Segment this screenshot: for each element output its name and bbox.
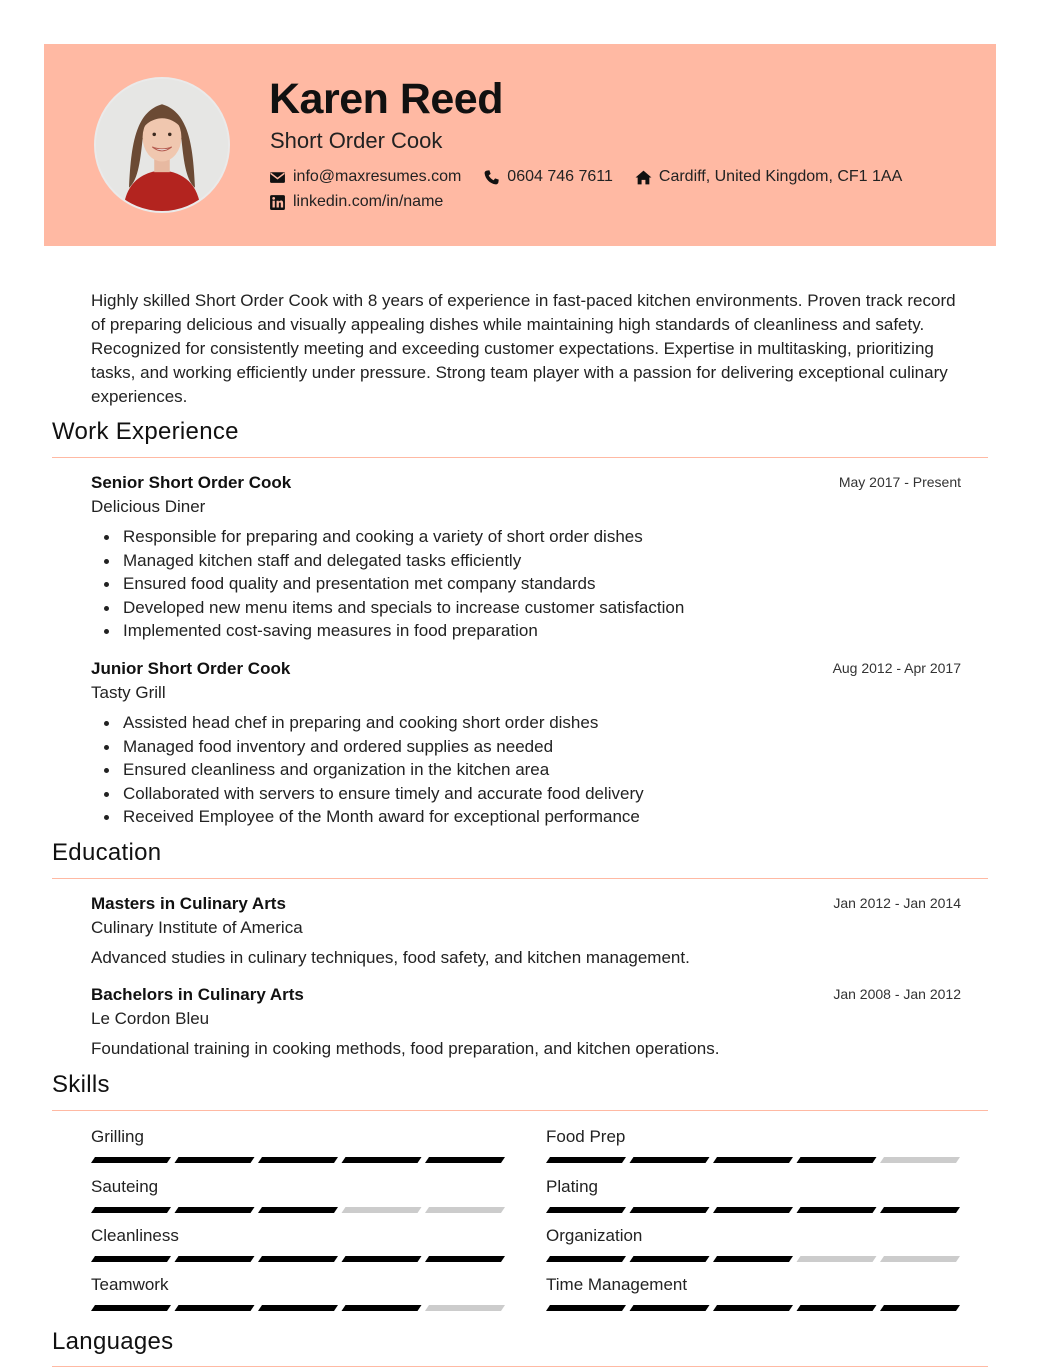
skill-segment-empty xyxy=(425,1305,505,1311)
contact-email[interactable] xyxy=(269,167,461,187)
profile-summary: Highly skilled Short Order Cook with 8 years of experience in fast-paced kitchen environments. Proven track record of preparing delicious and visually appealing dishes while maintaining high standards of cleanliness and safety. Recognized for consistently meeting and exceeding customer expectations. Expertise in multitasking, prioritizing tasks, and working efficiently under pressure. Strong team player with a passion for delivering exceptional culinary experiences. xyxy=(91,291,956,406)
skill-segment-filled xyxy=(630,1305,710,1311)
skill-segment-filled xyxy=(713,1305,793,1311)
skill-segment-filled xyxy=(258,1157,338,1163)
bullet-item: Managed kitchen staff and delegated tasks efficiently xyxy=(91,549,961,573)
skill-segment-filled xyxy=(91,1256,171,1262)
skill-segment-filled xyxy=(175,1157,255,1163)
skill-segment-filled xyxy=(880,1207,960,1213)
skill-segment-filled xyxy=(258,1305,338,1311)
phone-text[interactable]: 0604 746 7611 xyxy=(507,168,613,185)
contact-phone[interactable] xyxy=(483,167,613,187)
skill-segment-filled xyxy=(546,1207,626,1213)
skill-segment-filled xyxy=(175,1207,255,1213)
candidate-name: Karen Reed xyxy=(269,75,503,123)
skill-segment-filled xyxy=(425,1256,505,1262)
job-title: Senior Short Order Cook xyxy=(91,473,292,492)
work-entry xyxy=(91,472,961,643)
skill-segment-filled xyxy=(630,1157,710,1163)
section-title-education: Education xyxy=(52,839,162,866)
school-name: Culinary Institute of America xyxy=(91,918,303,937)
skill-name: Cleanliness xyxy=(91,1226,179,1245)
skill-segment-filled xyxy=(175,1256,255,1262)
skill-rating-bar xyxy=(546,1305,960,1311)
skill-rating-bar xyxy=(91,1207,505,1213)
bullet-item: Ensured cleanliness and organization in the kitchen area xyxy=(91,758,961,782)
skill-item xyxy=(546,1225,960,1247)
skill-segment-filled xyxy=(91,1157,171,1163)
section-divider xyxy=(52,878,988,879)
skill-rating-bar xyxy=(546,1207,960,1213)
skill-segment-empty xyxy=(880,1256,960,1262)
section-title-skills: Skills xyxy=(52,1071,110,1098)
education-dates: Jan 2012 - Jan 2014 xyxy=(833,895,961,911)
skill-item xyxy=(91,1274,505,1296)
address-text: Cardiff, United Kingdom, CF1 1AA xyxy=(658,168,903,185)
skill-segment-filled xyxy=(797,1305,877,1311)
home-icon xyxy=(635,169,652,186)
skill-segment-filled xyxy=(342,1305,422,1311)
skill-segment-filled xyxy=(630,1207,710,1213)
section-divider xyxy=(52,1110,988,1111)
skill-segment-filled xyxy=(425,1157,505,1163)
job-bullets xyxy=(91,525,961,643)
company-name: Delicious Diner xyxy=(91,497,206,516)
skill-segment-empty xyxy=(797,1256,877,1262)
skill-segment-filled xyxy=(546,1157,626,1163)
skill-name: Sauteing xyxy=(91,1177,159,1196)
skill-segment-empty xyxy=(342,1207,422,1213)
skill-segment-filled xyxy=(91,1207,171,1213)
contact-linkedin[interactable] xyxy=(269,192,443,212)
skill-segment-filled xyxy=(258,1256,338,1262)
linkedin-icon xyxy=(269,194,286,211)
section-title-languages: Languages xyxy=(52,1328,174,1355)
skill-segment-filled xyxy=(546,1305,626,1311)
skill-rating-bar xyxy=(91,1305,505,1311)
job-title: Junior Short Order Cook xyxy=(91,659,291,678)
skill-segment-filled xyxy=(342,1157,422,1163)
bullet-item: Managed food inventory and ordered supplies as needed xyxy=(91,735,961,759)
skill-segment-filled xyxy=(630,1256,710,1262)
skill-segment-filled xyxy=(880,1305,960,1311)
envelope-icon xyxy=(269,169,286,186)
company-name: Tasty Grill xyxy=(91,683,166,702)
skill-segment-filled xyxy=(175,1305,255,1311)
contact-address xyxy=(635,167,902,187)
skill-rating-bar xyxy=(91,1256,505,1262)
skill-rating-bar xyxy=(546,1157,960,1163)
skill-segment-filled xyxy=(713,1207,793,1213)
linkedin-text[interactable]: linkedin.com/in/name xyxy=(293,193,444,210)
bullet-item: Developed new menu items and specials to increase customer satisfaction xyxy=(91,596,961,620)
skill-segment-filled xyxy=(546,1256,626,1262)
skill-segment-filled xyxy=(258,1207,338,1213)
section-divider xyxy=(52,1366,988,1367)
education-dates: Jan 2008 - Jan 2012 xyxy=(833,986,961,1002)
skill-segment-filled xyxy=(797,1157,877,1163)
skill-segment-filled xyxy=(342,1256,422,1262)
skill-item xyxy=(546,1274,960,1296)
skill-name: Plating xyxy=(546,1177,598,1196)
skill-segment-empty xyxy=(880,1157,960,1163)
work-entry xyxy=(91,658,961,829)
skill-name: Grilling xyxy=(91,1127,144,1146)
skill-name: Organization xyxy=(546,1226,643,1245)
skill-item xyxy=(546,1126,960,1148)
education-entry xyxy=(91,984,961,1060)
skill-name: Time Management xyxy=(546,1275,688,1294)
education-entry xyxy=(91,893,961,969)
bullet-item: Ensured food quality and presentation met company standards xyxy=(91,572,961,596)
email-text[interactable]: info@maxresumes.com xyxy=(293,168,462,185)
skill-item xyxy=(91,1225,505,1247)
header-banner xyxy=(44,44,996,246)
skill-segment-filled xyxy=(713,1256,793,1262)
skill-segment-filled xyxy=(91,1305,171,1311)
skill-name: Food Prep xyxy=(546,1127,626,1146)
job-bullets xyxy=(91,711,961,829)
skill-item xyxy=(91,1176,505,1198)
section-title-work: Work Experience xyxy=(52,418,239,445)
skill-rating-bar xyxy=(546,1256,960,1262)
phone-icon xyxy=(483,169,500,186)
contact-row xyxy=(269,167,924,187)
degree-title: Masters in Culinary Arts xyxy=(91,894,286,913)
education-description: Foundational training in cooking methods, food preparation, and kitchen operations. xyxy=(91,1039,720,1058)
profile-photo xyxy=(94,77,230,213)
skill-segment-filled xyxy=(797,1207,877,1213)
skill-segment-filled xyxy=(713,1157,793,1163)
contact-row-2 xyxy=(269,192,465,212)
profile-photo-illustration xyxy=(96,79,228,211)
bullet-item: Collaborated with servers to ensure timely and accurate food delivery xyxy=(91,782,961,806)
job-dates: May 2017 - Present xyxy=(838,474,961,490)
section-divider xyxy=(52,457,988,458)
education-description: Advanced studies in culinary techniques, food safety, and kitchen management. xyxy=(91,948,690,967)
bullet-item: Implemented cost-saving measures in food preparation xyxy=(91,619,961,643)
job-dates: Aug 2012 - Apr 2017 xyxy=(832,660,961,676)
bullet-item: Assisted head chef in preparing and cooking short order dishes xyxy=(91,711,961,735)
bullet-item: Received Employee of the Month award for exceptional performance xyxy=(91,805,961,829)
skill-item xyxy=(91,1126,505,1148)
degree-title: Bachelors in Culinary Arts xyxy=(91,985,304,1004)
bullet-item: Responsible for preparing and cooking a variety of short order dishes xyxy=(91,525,961,549)
skill-rating-bar xyxy=(91,1157,505,1163)
skill-name: Teamwork xyxy=(91,1275,169,1294)
candidate-title: Short Order Cook xyxy=(270,128,443,153)
skill-segment-empty xyxy=(425,1207,505,1213)
skill-item xyxy=(546,1176,960,1198)
school-name: Le Cordon Bleu xyxy=(91,1009,210,1028)
